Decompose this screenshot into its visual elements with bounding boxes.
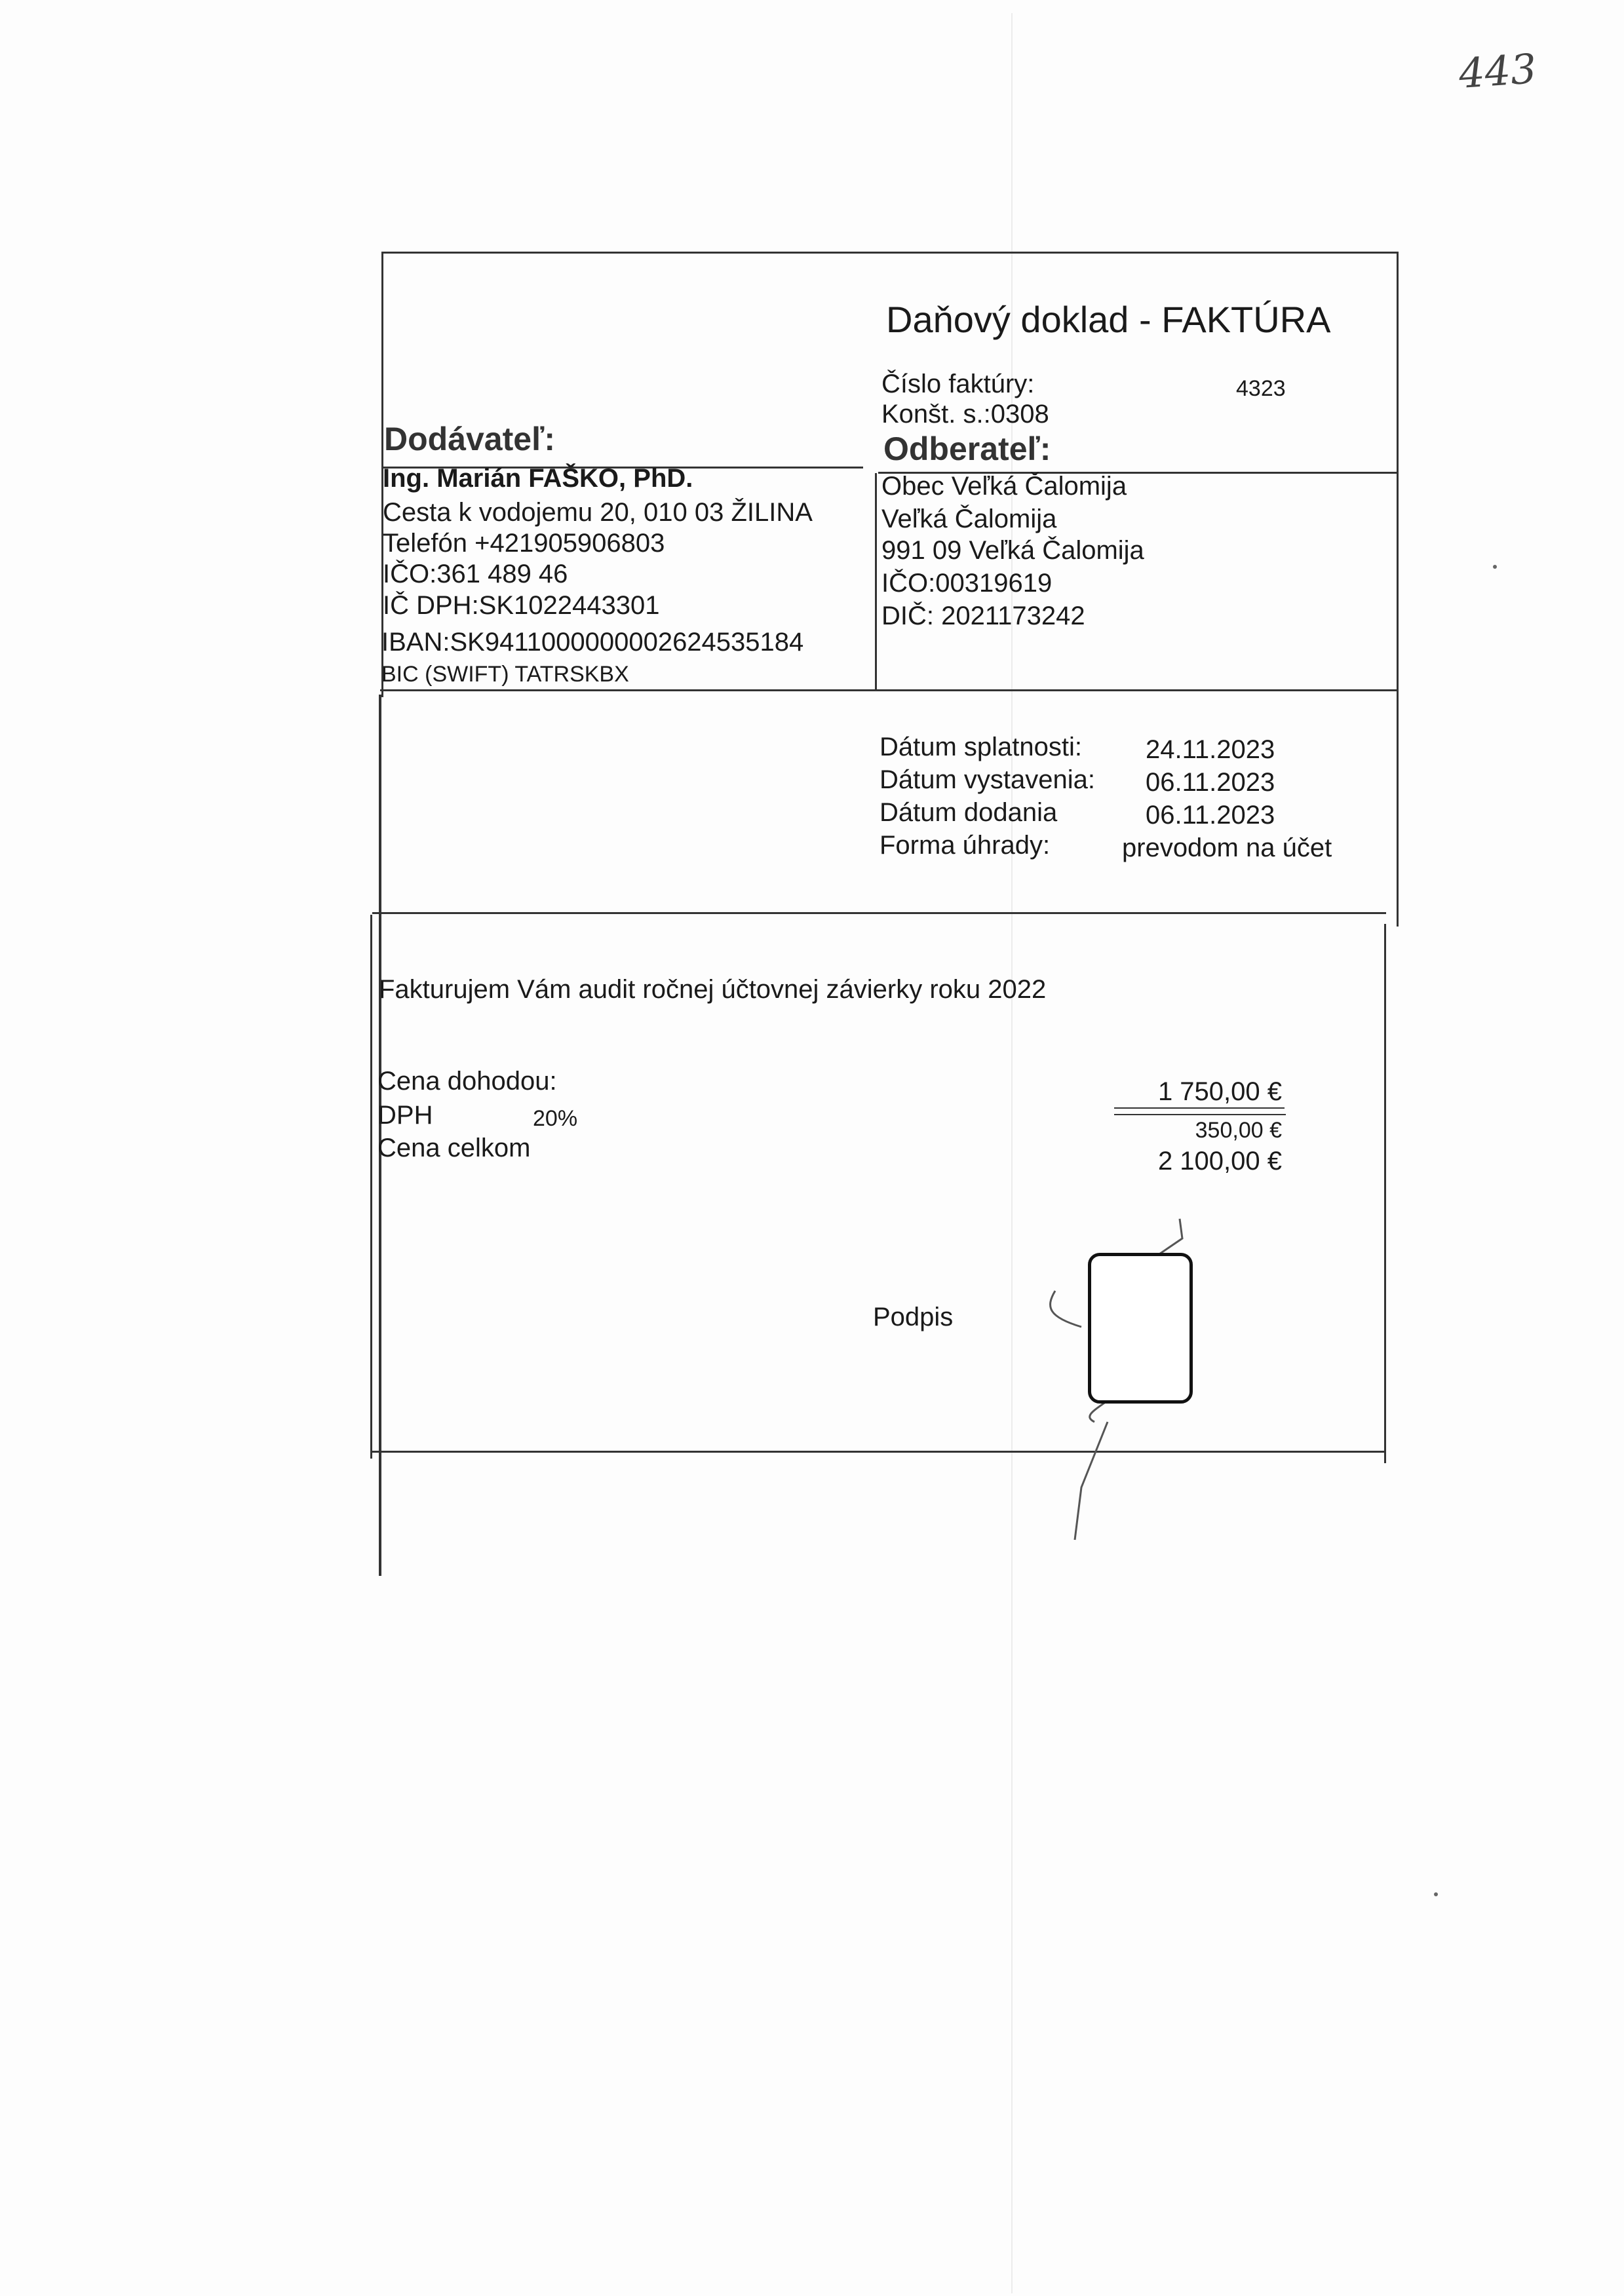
frame-right-upper: [1397, 252, 1399, 927]
price-value: 1 750,00 €: [1157, 1077, 1282, 1106]
issue-date-label: Dátum vystavenia:: [880, 765, 1096, 794]
payment-method-value: prevodom na účet: [1122, 833, 1332, 862]
invoice-number-label: Číslo faktúry:: [881, 370, 1035, 398]
signature-label: Podpis: [873, 1303, 954, 1331]
vat-rate: 20%: [533, 1106, 578, 1131]
frame-bottom: [370, 1451, 1385, 1453]
supplier-bic: BIC (SWIFT) TATRSKBX: [381, 662, 629, 687]
customer-dic: DIČ: 2021173242: [881, 602, 1085, 630]
customer-address-line2: Veľká Čalomija: [881, 505, 1057, 533]
customer-name: Obec Veľká Čalomija: [881, 472, 1127, 501]
delivery-date-label: Dátum dodania: [880, 798, 1058, 827]
vat-value: 350,00 €: [1195, 1118, 1282, 1143]
party-column-divider: [875, 473, 877, 689]
total-label: Cena celkom: [377, 1134, 531, 1162]
price-underline: [1114, 1107, 1285, 1109]
supplier-iban: IBAN:SK9411000000002624535184: [381, 628, 804, 657]
frame-left-bottom: [370, 915, 372, 1459]
handwritten-page-number: 443: [1457, 44, 1538, 98]
supplier-ic-dph: IČ DPH:SK1022443301: [383, 591, 660, 620]
redacted-signature-box: [1088, 1253, 1193, 1404]
price-double-underline: [1114, 1114, 1286, 1115]
total-value: 2 100,00 €: [1157, 1147, 1282, 1176]
konst-symbol: Konšt. s.:0308: [881, 400, 1049, 429]
issue-date-value: 06.11.2023: [1146, 768, 1275, 797]
frame-top: [381, 252, 1399, 254]
dates-bottom-divider: [372, 912, 1386, 914]
supplier-heading: Dodávateľ:: [384, 421, 555, 457]
due-date-label: Dátum splatnosti:: [880, 733, 1083, 761]
price-label: Cena dohodou:: [377, 1067, 557, 1096]
dates-top-divider: [380, 689, 1397, 691]
supplier-address: Cesta k vodojemu 20, 010 03 ŽILINA: [383, 498, 813, 527]
customer-address-line3: 991 09 Veľká Čalomija: [881, 536, 1144, 565]
invoice-title: Daňový doklad - FAKTÚRA: [886, 299, 1331, 340]
customer-heading: Odberateľ:: [883, 430, 1051, 467]
delivery-date-value: 06.11.2023: [1146, 801, 1275, 830]
frame-right-lower: [1384, 924, 1386, 1463]
vat-label: DPH: [377, 1101, 433, 1130]
supplier-ico: IČO:361 489 46: [383, 560, 568, 588]
due-date-value: 24.11.2023: [1146, 735, 1275, 764]
payment-method-label: Forma úhrady:: [880, 831, 1051, 860]
invoice-description: Fakturujem Vám audit ročnej účtovnej závierky roku 2022: [379, 975, 1047, 1004]
supplier-name: Ing. Marián FAŠKO, PhD.: [383, 464, 693, 493]
customer-ico: IČO:00319619: [881, 569, 1053, 598]
supplier-phone: Telefón +421905906803: [383, 529, 665, 558]
invoice-number-value: 4323: [1236, 376, 1286, 401]
